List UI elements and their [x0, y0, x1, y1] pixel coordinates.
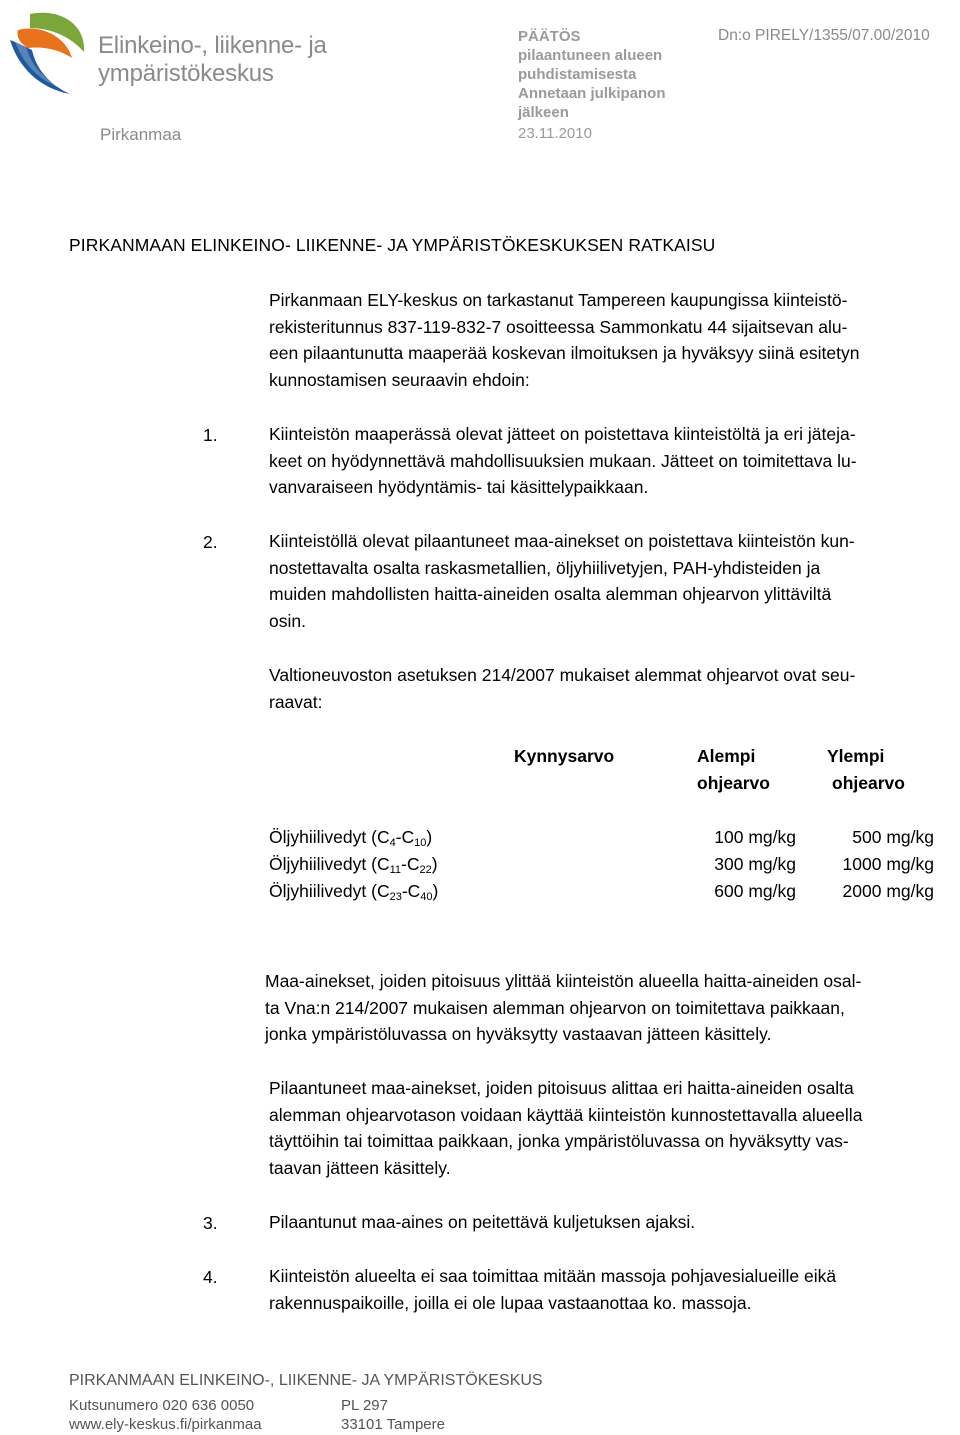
intro-line: een pilaantunutta maaperää koskevan ilmoituksen ja hyväksyy siinä esitetyn — [269, 343, 860, 364]
item-1-line: keet on hyödynnettävä mahdollisuuksien mukaan. Jätteet on toimitettava lu- — [269, 450, 857, 471]
row-lower-value: 300 mg/kg — [714, 854, 796, 874]
doc-subject-2: puhdistamisesta — [518, 66, 637, 83]
logo-text-line1: Elinkeino-, liikenne- ja — [98, 32, 327, 59]
below-paragraph — [269, 1075, 959, 1182]
intro-paragraph — [269, 287, 959, 394]
item-1-number: 1. — [203, 425, 218, 445]
decree-line: Valtioneuvoston asetuksen 214/2007 mukaiset alemmat ohjearvot ovat seu- — [269, 665, 856, 685]
decision-title: PIRKANMAAN ELINKEINO- LIIKENNE- JA YMPÄRISTÖKESKUKSEN RATKAISU — [69, 235, 716, 255]
row-label: Öljyhiilivedyt $(C_{23}-C_{40})$ — [269, 881, 439, 903]
item-4-line: rakennuspaikoille, joilla ei ole lupaa vastaanottaa ko. massoja. — [269, 1292, 752, 1313]
col-header-upper — [827, 743, 905, 797]
item-2-number: 2. — [203, 532, 218, 552]
doc-subject-3: Annetaan julkipanon — [518, 85, 666, 102]
row-label: Öljyhiilivedyt $(C_4-C_{10})$ — [269, 827, 433, 849]
diary-number: Dn:o PIRELY/1355/07.00/2010 — [718, 27, 930, 44]
intro-line: kunnostamisen seuraavin ehdoin: — [269, 370, 530, 391]
col-header-upper-line1: Ylempi — [827, 746, 885, 766]
row-upper-value: 1000 mg/kg — [842, 854, 934, 874]
below-line: Pilaantuneet maa-ainekset, joiden pitoisuus alittaa eri haitta-aineiden osalta — [269, 1078, 854, 1098]
doc-date: 23.11.2010 — [518, 125, 592, 142]
decree-intro — [269, 662, 959, 715]
doc-subject-4: jälkeen — [518, 104, 569, 121]
footer-pobox: PL 297 — [341, 1397, 388, 1414]
region-label: Pirkanmaa — [100, 125, 182, 144]
item-1-line: vanvaraiseen hyödyntämis- tai käsittelypaikkaan. — [269, 477, 649, 498]
below-line: alemman ohjearvotason voidaan käyttää kiinteistön kunnostettavalla alueella — [269, 1104, 863, 1125]
below-line: täyttöihin tai toimittaa paikkaan, jonka ympäristöluvassa on hyväksytty vas- — [269, 1131, 849, 1152]
row-label: Öljyhiilivedyt $(C_{11}-C_{22})$ — [269, 854, 438, 876]
row-upper-value: 500 mg/kg — [852, 827, 934, 847]
item-3-number: 3. — [203, 1213, 218, 1233]
col-header-lower-line1: Alempi — [697, 746, 756, 766]
col-header-upper-line2: ohjearvo — [832, 773, 905, 793]
doc-subject-1: pilaantuneen alueen — [518, 47, 663, 64]
intro-line: rekisteritunnus 837-119-832-7 osoitteessa Sammonkatu 44 sijaitsevan alu- — [269, 316, 848, 337]
doc-type: PÄÄTÖS — [518, 28, 581, 45]
ely-logo-mark-icon — [0, 6, 92, 98]
intro-line: Pirkanmaan ELY-keskus on tarkastanut Tampereen kaupungissa kiinteistö- — [269, 290, 848, 310]
footer-postal: 33101 Tampere — [341, 1416, 445, 1433]
exceed-line: jonka ympäristöluvassa on hyväksytty vastaavan jätteen käsittely. — [265, 1024, 772, 1045]
col-header-lower — [697, 743, 770, 797]
exceed-line: ta Vna:n 214/2007 mukaisen alemman ohjearvon on toimitettava paikkaan, — [265, 997, 845, 1018]
col-header-threshold: Kynnysarvo — [514, 746, 615, 766]
footer-org: PIRKANMAAN ELINKEINO-, LIIKENNE- JA YMPÄRISTÖKESKUS — [69, 1372, 543, 1389]
row-lower-value: 600 mg/kg — [714, 881, 796, 901]
logo-text-line2: ympäristökeskus — [98, 60, 274, 87]
table-row — [269, 851, 939, 878]
item-4-number: 4. — [203, 1267, 218, 1287]
ely-logo — [0, 6, 92, 98]
item-2-text — [269, 528, 959, 635]
exceed-paragraph — [265, 968, 959, 1048]
item-1-text — [269, 421, 959, 501]
item-2-line: muiden mahdollisten haitta-aineiden osalta alemman ohjearvon ylittäviltä — [269, 584, 832, 605]
exceed-line: Maa-ainekset, joiden pitoisuus ylittää kiinteistön alueella haitta-aineiden osal- — [265, 971, 862, 991]
item-4-text — [269, 1263, 959, 1316]
decree-line: raavat: — [269, 691, 323, 712]
col-header-lower-line2: ohjearvo — [697, 773, 770, 793]
item-2-line: Kiinteistöllä olevat pilaantuneet maa-ainekset on poistettava kiinteistön kun- — [269, 531, 855, 551]
footer-web-link[interactable]: www.ely-keskus.fi/pirkanmaa — [69, 1416, 262, 1433]
table-row — [269, 878, 939, 905]
item-4-line: Kiinteistön alueelta ei saa toimittaa mitään massoja pohjavesialueille eikä — [269, 1266, 837, 1286]
footer-phone: Kutsunumero 020 636 0050 — [69, 1397, 255, 1414]
item-1-line: Kiinteistön maaperässä olevat jätteet on poistettava kiinteistöltä ja eri jäteja- — [269, 424, 856, 444]
item-2-line: osin. — [269, 611, 306, 632]
below-line: taavan jätteen käsittely. — [269, 1158, 451, 1179]
row-lower-value: 100 mg/kg — [714, 827, 796, 847]
item-3-text: Pilaantunut maa-aines on peitettävä kuljetuksen ajaksi. — [269, 1212, 696, 1232]
item-2-line: nostettavalta osalta raskasmetallien, öljyhiilivetyjen, PAH-yhdisteiden ja — [269, 557, 821, 578]
row-upper-value: 2000 mg/kg — [842, 881, 934, 901]
table-row — [269, 824, 939, 851]
